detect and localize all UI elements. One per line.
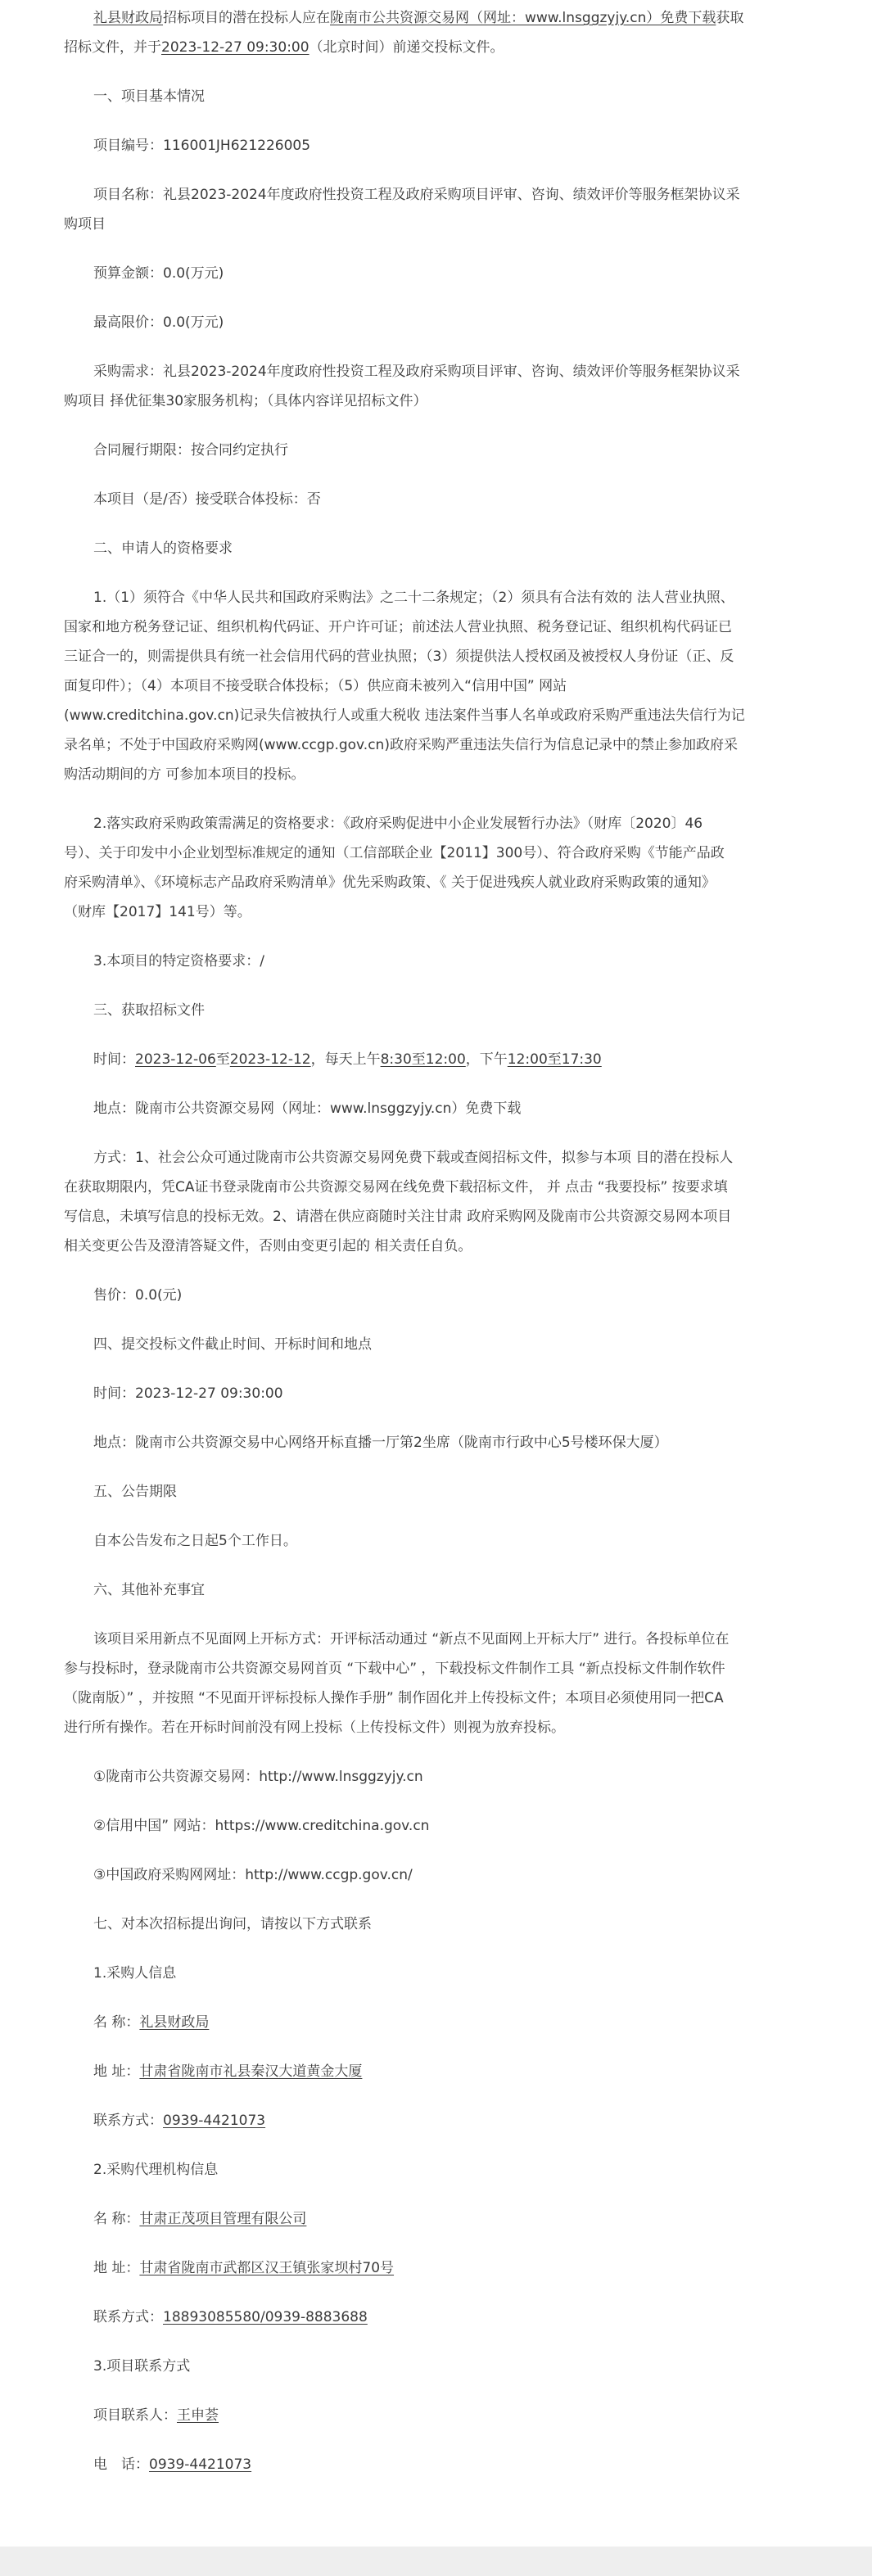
requirement-2-line-1: 2.落实政府采购政策需满足的资格要求：《政府采购促进中小企业发展暂行办法》（财库〔2020〕46 bbox=[93, 816, 703, 832]
consortium-rule: 本项目（是/否）接受联合体投标：否 bbox=[93, 491, 321, 508]
purchaser-address: 地 址：甘肃省陇南市礼县秦汉大道黄金大厦 bbox=[93, 2063, 363, 2080]
section-6-heading: 六、其他补充事宜 bbox=[93, 1582, 205, 1598]
requirement-1-line-2: 国家和地方税务登记证、组织机构代码证、开户许可证；前述法人营业执照、税务登记证、组织机构代码证已 bbox=[64, 619, 732, 635]
acquisition-time: 时间：2023-12-06至2023-12-12，每天上午8:30至12:00，下午12:00至17:30 bbox=[93, 1051, 602, 1068]
agency-heading: 2.采购代理机构信息 bbox=[93, 2162, 219, 2178]
supplement-line-4: 进行所有操作。若在开标时间前没有网上投标（上传投标文件）则视为放弃投标。 bbox=[64, 1720, 565, 1736]
contact-person-value[interactable]: 王申荟 bbox=[177, 2407, 219, 2424]
trading-site-link[interactable]: 陇南市公共资源交易网（网址：www.lnsggzyjy.cn）免费下载 bbox=[330, 10, 716, 26]
supplement-line-1: 该项目采用新点不见面网上开标方式：开评标活动通过 “新点不见面网上开标大厅” 进行。各投标单位在 bbox=[93, 1631, 730, 1647]
purchaser-address-value[interactable]: 甘肃省陇南市礼县秦汉大道黄金大厦 bbox=[139, 2063, 363, 2080]
agency-address: 地 址：甘肃省陇南市武都区汉王镇张家坝村70号 bbox=[93, 2260, 395, 2276]
link-ccgp: ③中国政府采购网网址：http://www.ccgp.gov.cn/ bbox=[93, 1867, 413, 1883]
section-2-heading: 二、申请人的资格要求 bbox=[93, 540, 233, 557]
project-number: 项目编号：116001JH621226005 bbox=[93, 138, 311, 154]
agency-phone: 联系方式：18893085580/0939-8883688 bbox=[93, 2309, 368, 2325]
requirement-1-line-7: 购活动期间的方 可参加本项目的投标。 bbox=[64, 766, 305, 783]
requirement-3: 3.本项目的特定资格要求：/ bbox=[93, 953, 264, 969]
purchaser-name-value[interactable]: 礼县财政局 bbox=[139, 2014, 210, 2031]
intro-line-2: 招标文件，并于2023-12-27 09:30:00（北京时间）前递交投标文件。 bbox=[64, 39, 504, 56]
intro-line-1: 礼县财政局招标项目的潜在投标人应在陇南市公共资源交易网（网址：www.lnsggzyjy.cn）免费下载获取 bbox=[93, 10, 744, 26]
demand-line-1: 采购需求：礼县2023-2024年度政府性投资工程及政府采购项目评审、咨询、绩效评价等服务框架协议采 bbox=[93, 364, 740, 380]
demand-line-2: 购项目 择优征集30家服务机构；（具体内容详见招标文件） bbox=[64, 393, 427, 409]
project-name-line-2: 购项目 bbox=[64, 216, 106, 233]
link-trading-site: ①陇南市公共资源交易网：http://www.lnsggzyjy.cn bbox=[93, 1769, 423, 1785]
contract-term: 合同履行期限：按合同约定执行 bbox=[93, 442, 288, 459]
requirement-1-line-3: 三证合一的，则需提供具有统一社会信用代码的营业执照；（3）须提供法人授权函及被授权人身份证（正、反 bbox=[64, 649, 734, 665]
project-name-line-1: 项目名称：礼县2023-2024年度政府性投资工程及政府采购项目评审、咨询、绩效评价等服务框架协议采 bbox=[93, 187, 740, 203]
purchaser-name: 名 称：礼县财政局 bbox=[93, 2014, 210, 2031]
acquisition-place: 地点：陇南市公共资源交易网（网址：www.lnsggzyjy.cn）免费下载 bbox=[93, 1100, 522, 1117]
supplement-line-3: （陇南版）” ，并按照 “不见面开评标投标人操作手册” 制作固化并上传投标文件；本项目必须使用同一把CA bbox=[64, 1690, 724, 1706]
requirement-1-line-5: (www.creditchina.gov.cn)记录失信被执行人或重大税收 违法案件当事人名单或政府采购严重违法失信行为记 bbox=[64, 707, 745, 724]
requirement-1-line-4: 面复印件）；（4）本项目不接受联合体投标；（5）供应商未被列入“信用中国” 网站 bbox=[64, 678, 567, 694]
deadline-time: 2023-12-27 09:30:00 bbox=[161, 39, 309, 56]
contact-heading: 3.项目联系方式 bbox=[93, 2358, 191, 2375]
bid-opening-place: 地点：陇南市公共资源交易中心网络开标直播一厅第2坐席（陇南市行政中心5号楼环保大厦） bbox=[93, 1435, 668, 1451]
footer-bar bbox=[0, 2547, 872, 2576]
link-creditchina: ②信用中国” 网站：https://www.creditchina.gov.cn bbox=[93, 1818, 430, 1834]
document-price: 售价：0.0(元) bbox=[93, 1287, 183, 1304]
purchaser-heading: 1.采购人信息 bbox=[93, 1965, 177, 1982]
agency-name: 名 称：甘肃正茂项目管理有限公司 bbox=[93, 2211, 307, 2227]
purchaser-phone: 联系方式：0939-4421073 bbox=[93, 2113, 266, 2129]
method-line-3: 写信息，未填写信息的投标无效。2、请潜在供应商随时关注甘肃 政府采购网及陇南市公共资源交易网本项目 bbox=[64, 1209, 732, 1225]
agency-address-value[interactable]: 甘肃省陇南市武都区汉王镇张家坝村70号 bbox=[139, 2260, 395, 2276]
section-3-heading: 三、获取招标文件 bbox=[93, 1002, 205, 1019]
requirement-1-line-6: 录名单；不处于中国政府采购网(www.ccgp.gov.cn)政府采购严重违法失信行为信息记录中的禁止参加政府采 bbox=[64, 737, 738, 753]
requirement-2-line-4: （财库【2017】141号）等。 bbox=[64, 904, 251, 920]
requirement-2-line-3: 府采购清单》、《环境标志产品政府采购清单》优先采购政策、《 关于促进残疾人就业政府采购政策的通知》 bbox=[64, 874, 716, 891]
section-4-heading: 四、提交投标文件截止时间、开标时间和地点 bbox=[93, 1336, 372, 1353]
method-line-1: 方式：1、社会公众可通过陇南市公共资源交易网免费下载或查阅招标文件，拟参与本项 目的潜在投标人 bbox=[93, 1150, 734, 1166]
purchaser-phone-value[interactable]: 0939-4421073 bbox=[163, 2113, 266, 2129]
agency-phone-value[interactable]: 18893085580/0939-8883688 bbox=[163, 2309, 368, 2325]
contact-phone: 电 话：0939-4421073 bbox=[93, 2456, 252, 2473]
method-line-2: 在获取期限内，凭CA证书登录陇南市公共资源交易网在线免费下载招标文件， 并 点击 “我要投标” 按要求填 bbox=[64, 1179, 728, 1195]
section-7-heading: 七、对本次招标提出询问，请按以下方式联系 bbox=[93, 1916, 372, 1932]
supplement-line-2: 参与投标时，登录陇南市公共资源交易网首页 “下载中心” ，下载投标文件制作工具 “新点投标文件制作软件 bbox=[64, 1661, 725, 1677]
budget-amount: 预算金额：0.0(万元) bbox=[93, 265, 224, 282]
method-line-4: 相关变更公告及澄清答疑文件，否则由变更引起的 相关责任自负。 bbox=[64, 1238, 472, 1254]
section-1-heading: 一、项目基本情况 bbox=[93, 88, 205, 105]
notice-period: 自本公告发布之日起5个工作日。 bbox=[93, 1533, 297, 1549]
purchaser-name-link[interactable]: 礼县财政局 bbox=[93, 10, 163, 26]
agency-name-value[interactable]: 甘肃正茂项目管理有限公司 bbox=[139, 2211, 307, 2227]
contact-person: 项目联系人：王申荟 bbox=[93, 2407, 219, 2424]
requirement-2-line-2: 号）、关于印发中小企业划型标准规定的通知（工信部联企业【2011】300号）、符合政府采购《节能产品政 bbox=[64, 845, 725, 861]
contact-phone-value[interactable]: 0939-4421073 bbox=[149, 2456, 252, 2473]
bid-deadline-time: 时间：2023-12-27 09:30:00 bbox=[93, 1385, 283, 1402]
max-price: 最高限价：0.0(万元) bbox=[93, 314, 224, 331]
section-5-heading: 五、公告期限 bbox=[93, 1484, 177, 1500]
requirement-1-line-1: 1.（1）须符合《中华人民共和国政府采购法》之二十二条规定；（2）须具有合法有效的 法人营业执照、 bbox=[93, 590, 734, 606]
